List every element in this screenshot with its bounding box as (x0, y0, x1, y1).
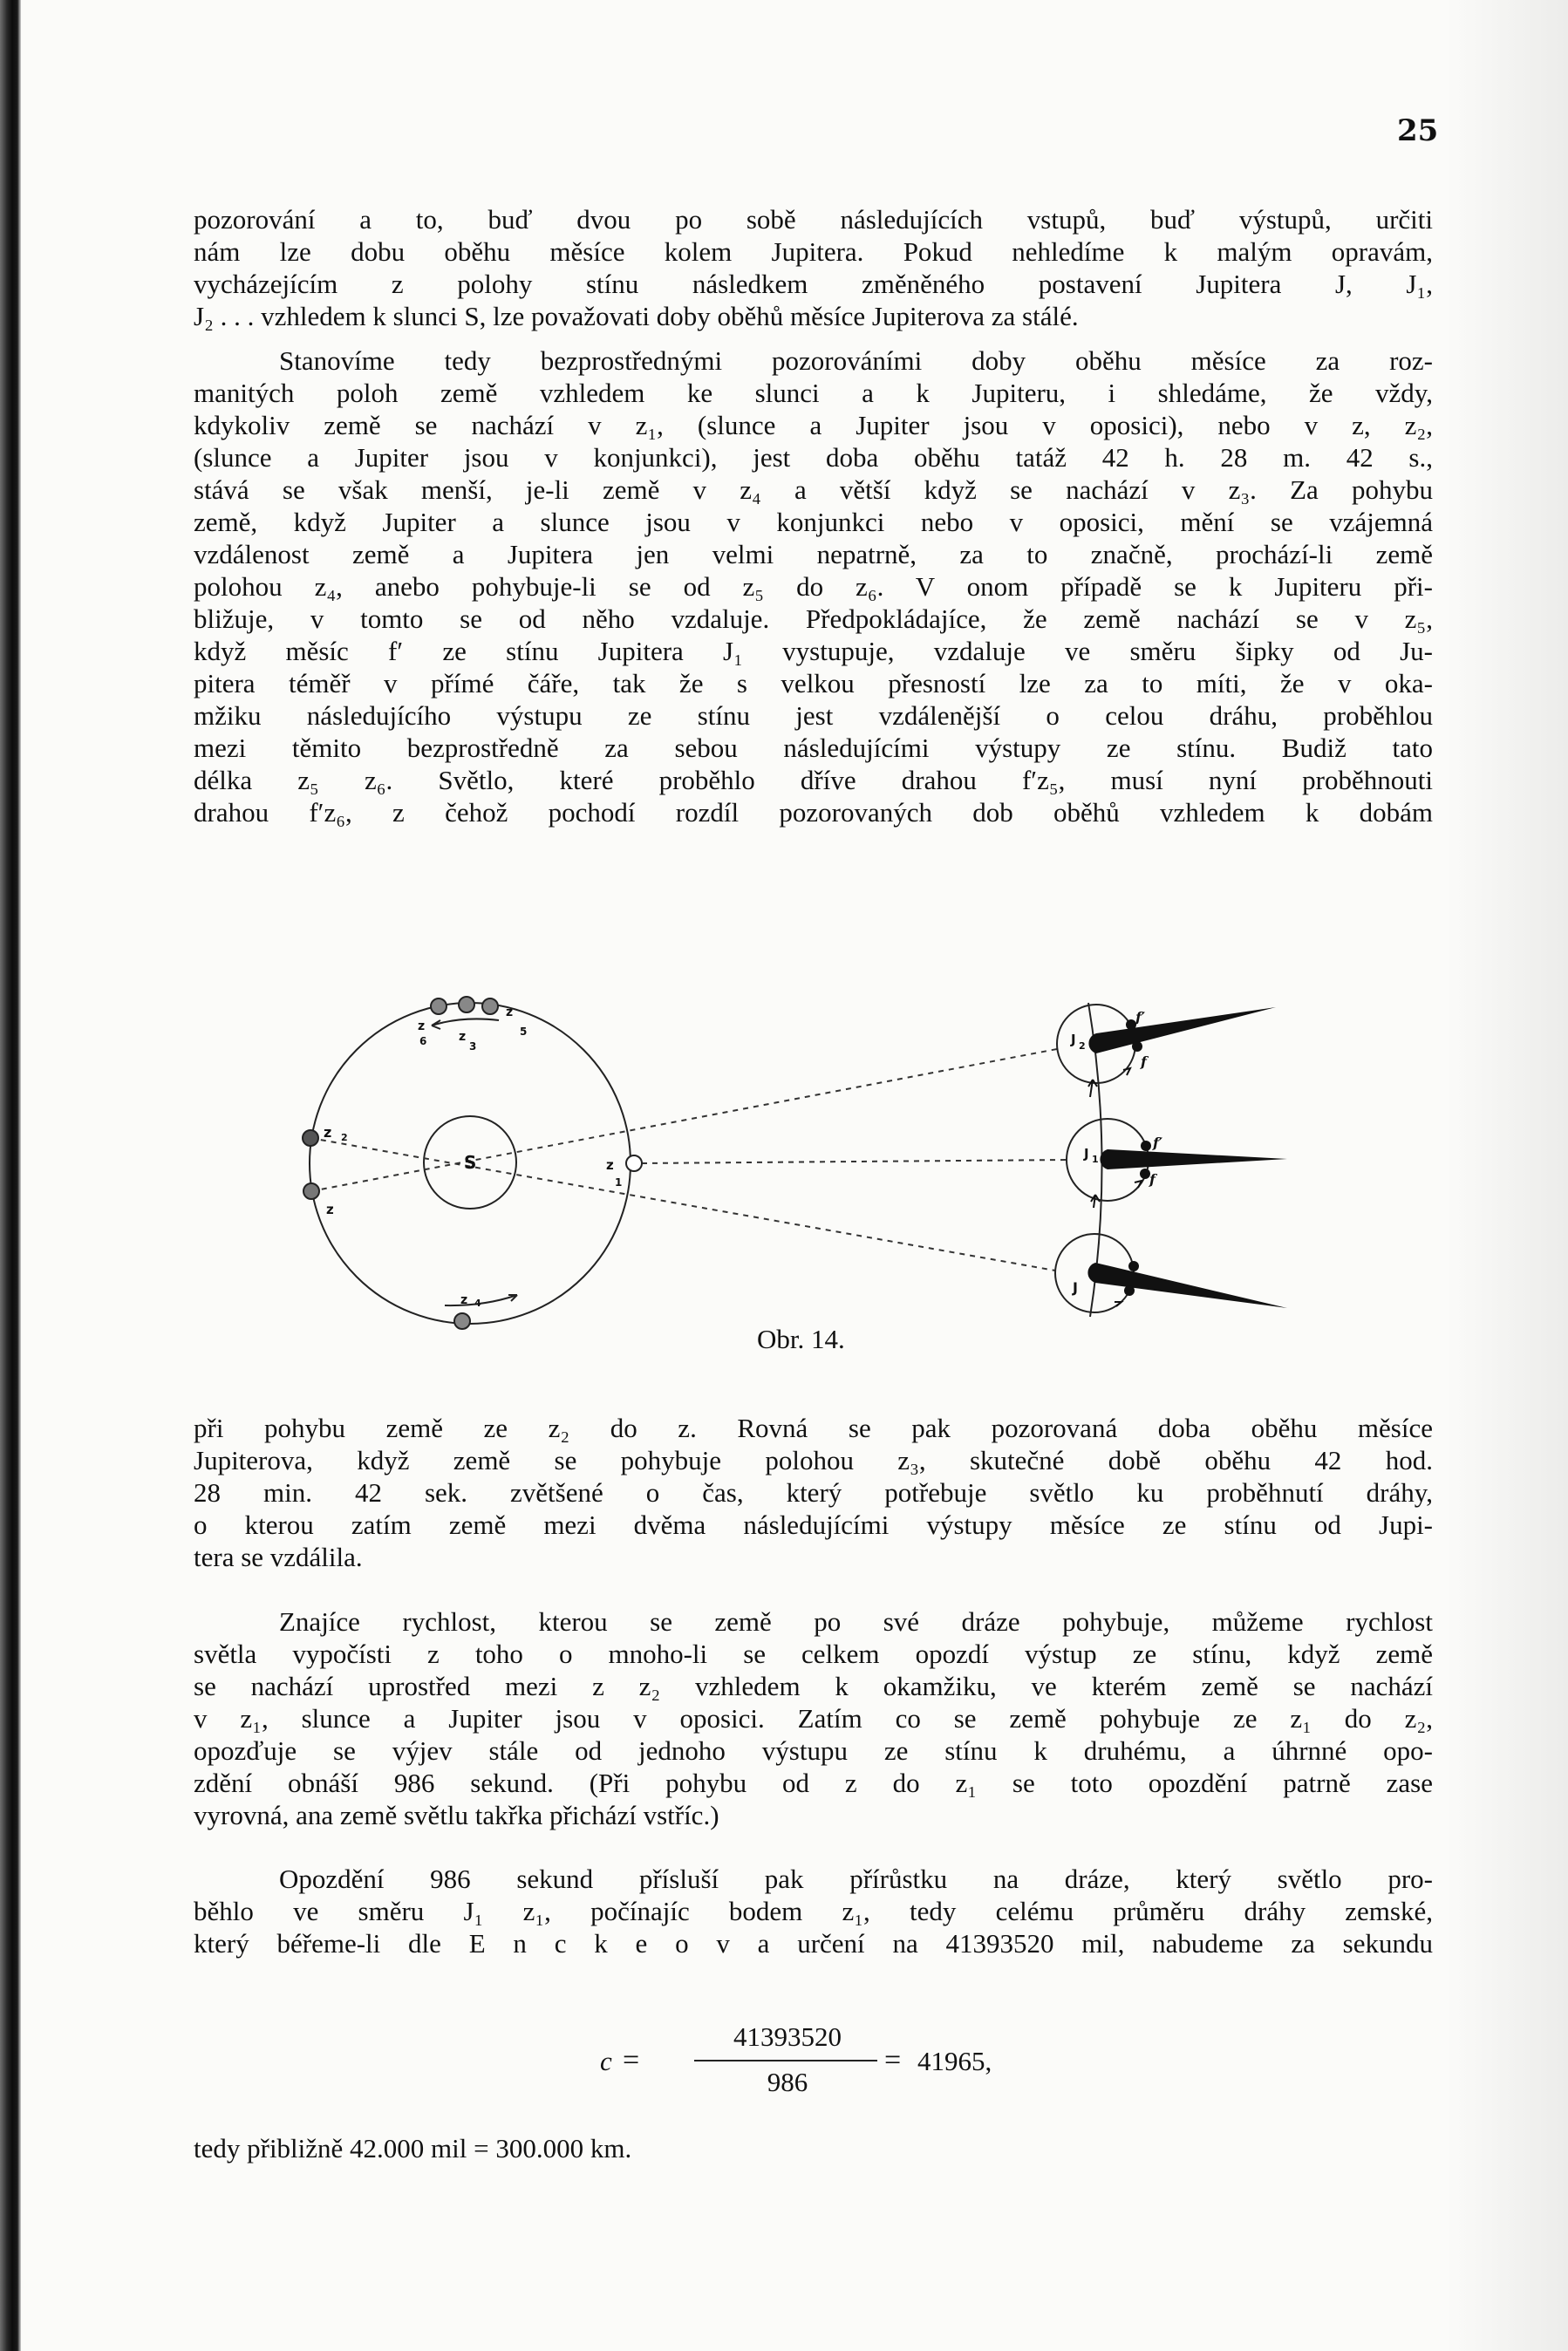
page-number: 25 (1397, 113, 1439, 148)
jupiter-j-group (1055, 1234, 1287, 1312)
equation-equals: = (623, 2044, 640, 2076)
label-z5: z (506, 1005, 514, 1019)
text-line: stává se však menší, je-li země v z₄ a větší když se nachází v z₃. Za pohybu (194, 474, 1433, 505)
label-f-j1: f (1149, 1171, 1156, 1188)
label-z6-sub: 6 (419, 1035, 427, 1047)
text-line: zdění obnáší 986 sekund. (Při pohybu od z do z₁ se toto opozdění patrně zase (194, 1768, 1433, 1798)
text-line: vyrovná, ana země světlu takřka přichází vstříc.) (194, 1800, 719, 1830)
label-f-prime-j1: f′ (1153, 1135, 1163, 1151)
moon-f-prime-j1 (1141, 1141, 1151, 1151)
text-line: Stanovíme tedy bezprostřednými pozorováními doby oběhu měsíce za roz- (279, 345, 1433, 376)
label-j2: J (1071, 1032, 1076, 1047)
text-line: při pohybu země ze z₂ do z. Rovná se pak pozorovaná doba oběhu měsíce (194, 1413, 1433, 1443)
label-z: z (326, 1202, 334, 1217)
text-line: opozďuje se výjev stále od jednoho výstupu ze stínu k druhému, a úhrnné opo- (194, 1735, 1433, 1766)
jupiter-j2-group (1057, 1005, 1276, 1097)
label-sun: S (464, 1152, 477, 1173)
label-z5-sub: 5 (520, 1026, 528, 1038)
jupiter-j1-group (1067, 1119, 1287, 1208)
sightline-z2-to-j (310, 1138, 1055, 1271)
label-z3-sub: 3 (469, 1040, 477, 1053)
equation-numerator: 41393520 (733, 2021, 842, 2052)
label-z3: z (459, 1030, 467, 1044)
text-line: běhlo ve směru J₁ z₁, počínajíc bodem z₁, tedy celému průměru dráhy zemské, (194, 1896, 1433, 1926)
label-z2-sub: 2 (341, 1132, 348, 1143)
label-z1-sub: 1 (615, 1176, 623, 1189)
equation-result: 41965, (917, 2046, 992, 2076)
text-line: země, když Jupiter a slunce jsou v konjunkci nebo v oposici, mění se vzájemná (194, 507, 1433, 537)
label-z1: z (606, 1157, 614, 1173)
moon-f-j2 (1132, 1041, 1142, 1052)
text-line: pitera téměř v přímé čáře, tak že s velkou přesností lze za to míti, že v oka- (194, 668, 1433, 698)
text-line: vycházejícím z polohy stínu následkem změněného postavení Jupitera J, J₁, (194, 269, 1433, 299)
equation-speed-of-light (600, 2021, 1123, 2109)
label-j2-sub: 2 (1079, 1040, 1086, 1052)
text-line: se nachází uprostřed mezi z z₂ vzhledem k okamžiku, ve kterém země se nachází (194, 1671, 1433, 1701)
text-line: délka z₅ z₆. Světlo, které proběhlo dříve drahou f′z₅, musí nyní proběhnouti (194, 765, 1433, 795)
text-line: (slunce a Jupiter jsou v konjunkci), jest doba oběhu tatáž 42 h. 28 m. 42 s., (194, 442, 1433, 473)
arrow-z5-to-z6 (432, 1019, 499, 1026)
sightline-z1-to-j1 (642, 1160, 1068, 1163)
text-line: drahou f′z₆, z čehož pochodí rozdíl pozorovaných dob oběhů vzhledem k dobám (194, 797, 1433, 828)
label-z4: z (460, 1293, 468, 1307)
text-line: kdykoliv země se nachází v z₁, (slunce a Jupiter jsou v oposici), nebo v z, z₂, (194, 410, 1433, 440)
conclusion-line: tedy přibližně 42.000 mil = 300.000 km. (194, 2133, 632, 2164)
equation-denominator: 986 (767, 2067, 808, 2097)
text-line: J₂ . . . vzhledem k slunci S, lze považovati doby oběhů měsíce Jupiterova za stálé. (194, 301, 1079, 331)
moon-j-bottom (1124, 1285, 1135, 1296)
text-line: manitých poloh země vzhledem ke slunci a k Jupiteru, i shledáme, že vždy, (194, 378, 1433, 408)
arrow-up-icon (1091, 1195, 1100, 1208)
text-line: o kterou zatím země mezi dvěma následujícími výstupy měsíce ze stínu od Jupi- (194, 1509, 1433, 1540)
shadow-cone-j1 (1100, 1149, 1287, 1169)
moon-j-top (1128, 1261, 1139, 1271)
earth-z5 (482, 998, 498, 1014)
equation-equals: = (884, 2044, 902, 2076)
earth-z2 (303, 1130, 318, 1146)
text-line: mezi těmito bezprostředně za sebou následujícími výstupy ze stínu. Budiž tato (194, 733, 1433, 763)
text-line: bližuje, v tomto se od něho vzdaluje. Předpokládajíce, že země nachází se v z₅, (194, 603, 1433, 634)
earth-z6 (431, 998, 447, 1014)
label-f-prime-j2: f′ (1135, 1009, 1146, 1026)
figure-caption: Obr. 14. (757, 1324, 845, 1354)
text-line: Jupiterova, když země se pohybuje polohou z₃, skutečné době oběhu 42 hod. (194, 1445, 1433, 1475)
text-line: mžiku následujícího výstupu ze stínu jest vzdálenější o celou dráhu, proběhlou (194, 700, 1433, 731)
earth-z (303, 1183, 319, 1199)
label-j1-sub: 1 (1092, 1154, 1099, 1165)
label-z2: z (324, 1124, 332, 1141)
text-line: 28 min. 42 sek. zvětšené o čas, který potřebuje světlo ku proběhnutí dráhy, (194, 1477, 1433, 1508)
equation-lhs: c (600, 2046, 612, 2076)
text-line: Opozdění 986 sekund přísluší pak přírůstku na dráze, který světlo pro- (279, 1864, 1433, 1894)
arrowhead-icon (1135, 1181, 1142, 1188)
text-line: tera se vzdálila. (194, 1542, 363, 1572)
text-line: pozorování a to, buď dvou po sobě následujících vstupů, buď výstupů, určiti (194, 204, 1433, 235)
label-j: J (1073, 1279, 1078, 1296)
label-z6: z (418, 1019, 426, 1033)
label-z4-sub: 4 (474, 1298, 481, 1309)
fraction-bar (694, 2060, 877, 2061)
text-line: světla vypočísti z toho o mnoho-li se celkem opozdí výstup ze stínu, když země (194, 1639, 1433, 1669)
shadow-cone-j2 (1088, 1007, 1276, 1053)
label-f-j2: f (1141, 1053, 1147, 1070)
label-j1: J (1084, 1146, 1089, 1162)
text-line: nám lze dobu oběhu měsíce kolem Jupitera. Pokud nehledíme k malým opravám, (194, 236, 1433, 267)
text-line: polohou z₄, anebo pohybuje-li se od z₅ do z₆. V onom případě se k Jupiteru při- (194, 571, 1433, 602)
earth-z4 (454, 1313, 470, 1329)
sightline-z-to-j2 (311, 1049, 1057, 1191)
earth-z1 (626, 1155, 642, 1171)
text-line: Znajíce rychlost, kterou se země po své dráze pohybuje, můžeme rychlost (279, 1606, 1433, 1637)
earth-z3 (459, 997, 474, 1012)
text-line: který béřeme-li dle E n c k e o v a určení na 41393520 mil, nabudeme za sekundu (194, 1928, 1433, 1959)
text-line: vzdálenost země a Jupitera jen velmi nepatrně, za to značně, prochází-li země (194, 539, 1433, 569)
text-line: když měsíc f′ ze stínu Jupitera J₁ vystupuje, vzdaluje ve směru šipky od Ju- (194, 636, 1433, 666)
text-line: v z₁, slunce a Jupiter jsou v oposici. Zatím co se země pohybuje ze z₁ do z₂, (194, 1703, 1433, 1734)
